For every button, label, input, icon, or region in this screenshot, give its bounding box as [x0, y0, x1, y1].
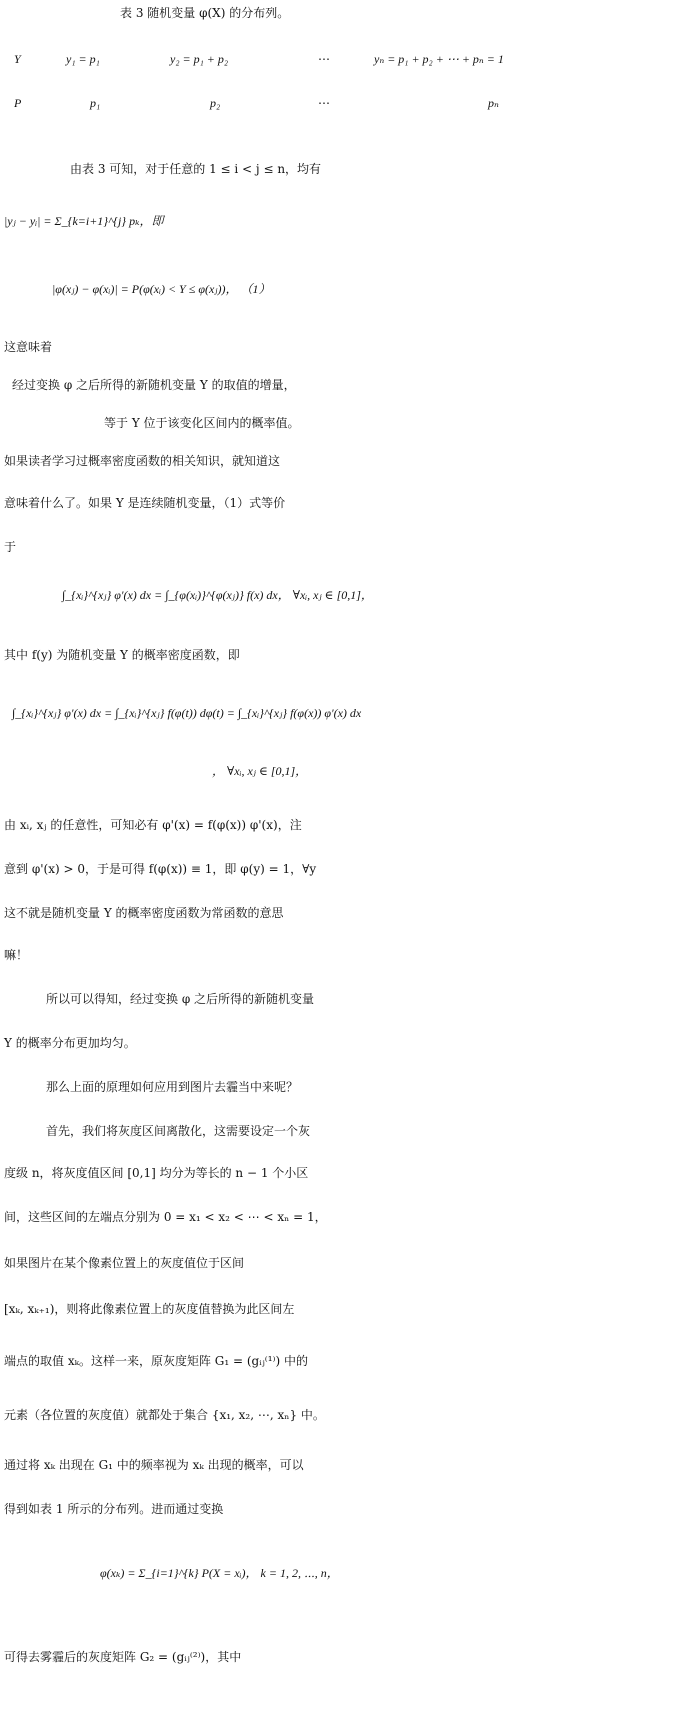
formula-transform: φ(xₖ) = Σ_{i=1}^{k} P(X = xᵢ)， k = 1, 2, ⋯, n， [100, 1566, 339, 1580]
formula-integral-1: ∫_{xᵢ}^{xⱼ} φ'(x) dx = ∫_{φ(xᵢ)}^{φ(xⱼ)} f(x) dx， ∀xᵢ, xⱼ ∈ [0,1]， [62, 588, 373, 602]
text-line-10: 嘛！ [4, 948, 29, 962]
text-line-5: 于 [4, 540, 17, 554]
row-p-cell-dots: ⋯ [318, 96, 330, 110]
formula-integral-2-cont: ， ∀xᵢ, xⱼ ∈ [0,1]， [212, 764, 308, 778]
highlight-line-2: 等于 Y 位于该变化区间内的概率值。 [104, 416, 300, 430]
text-line-9: 这不就是随机变量 Y 的概率密度函数为常函数的意思 [4, 906, 284, 920]
text-line-1: 由表 3 可知，对于任意的 1 ≤ i < j ≤ n，均有 [70, 162, 322, 176]
text-line-7: 由 xᵢ, xⱼ 的任意性，可知必有 φ'(x) = f(φ(x)) φ'(x)，注 [4, 818, 302, 832]
formula-integral-2: ∫_{xᵢ}^{xⱼ} φ'(x) dx = ∫_{xᵢ}^{xⱼ} f(φ(t)) dφ(t) = ∫_{xᵢ}^{xⱼ} f(φ(x)) φ'(x) dx [12, 706, 362, 720]
text-line-12: Y 的概率分布更加均匀。 [4, 1036, 136, 1050]
text-line-22: 得到如表 1 所示的分布列。进而通过变换 [4, 1502, 224, 1516]
text-line-14: 首先，我们将灰度区间离散化，这需要设定一个灰 [46, 1124, 311, 1138]
row-p-cell-2: p₂ [210, 96, 221, 110]
formula-1: |φ(xⱼ) − φ(xᵢ)| = P(φ(xᵢ) < Y ≤ φ(xⱼ))， （1） [52, 282, 271, 296]
row-y-cell-2: y₂ = p₁ + p₂ [170, 52, 229, 66]
row-y-cell-n: yₙ = p₁ + p₂ + ⋯ + pₙ = 1 [374, 52, 504, 66]
text-line-13: 那么上面的原理如何应用到图片去霾当中来呢？ [46, 1080, 299, 1094]
row-p-cell-1: p₁ [90, 96, 101, 110]
text-line-18: [xₖ, xₖ₊₁)，则将此像素位置上的灰度值替换为此区间左 [4, 1302, 295, 1316]
row-p-label: P [14, 96, 22, 110]
row-y-label: Y [14, 52, 21, 66]
text-line-4: 意味着什么了。如果 Y 是连续随机变量，（1）式等价 [4, 496, 286, 510]
row-y-cell-dots: ⋯ [318, 52, 330, 66]
text-line-17: 如果图片在某个像素位置上的灰度值位于区间 [4, 1256, 245, 1270]
row-p-cell-n: pₙ [488, 96, 499, 110]
formula-diff-sum: |yⱼ − yᵢ| = Σ_{k=i+1}^{j} pₖ，即 [4, 214, 164, 228]
text-line-11: 所以可以得知，经过变换 φ 之后所得的新随机变量 [46, 992, 315, 1006]
text-line-20: 元素（各位置的灰度值）就都处于集合 {x₁, x₂, ⋯, xₙ} 中。 [4, 1408, 325, 1422]
text-line-2: 这意味着 [4, 340, 53, 354]
table3-title: 表 3 随机变量 φ(X) 的分布列。 [120, 6, 290, 20]
text-line-3: 如果读者学习过概率密度函数的相关知识，就知道这 [4, 454, 281, 468]
text-line-23: 可得去雾霾后的灰度矩阵 G₂ = (gᵢⱼ⁽²⁾)，其中 [4, 1650, 242, 1664]
highlight-line-1: 经过变换 φ 之后所得的新随机变量 Y 的取值的增量， [12, 378, 296, 392]
text-line-15: 度级 n，将灰度值区间 [0,1] 均分为等长的 n − 1 个小区 [4, 1166, 309, 1180]
text-line-8: 意到 φ'(x) > 0，于是可得 f(φ(x)) ≡ 1，即 φ(y) = 1，∀y [4, 862, 317, 876]
text-line-21: 通过将 xₖ 出现在 G₁ 中的频率视为 xₖ 出现的概率，可以 [4, 1458, 304, 1472]
row-y-cell-1: y₁ = p₁ [66, 52, 100, 66]
text-line-16: 间，这些区间的左端点分别为 0 = x₁ < x₂ < ⋯ < xₙ = 1， [4, 1210, 327, 1224]
text-line-19: 端点的取值 xₖ。这样一来，原灰度矩阵 G₁ = (gᵢⱼ⁽¹⁾) 中的 [4, 1354, 309, 1368]
text-line-6: 其中 f(y) 为随机变量 Y 的概率密度函数，即 [4, 648, 240, 662]
